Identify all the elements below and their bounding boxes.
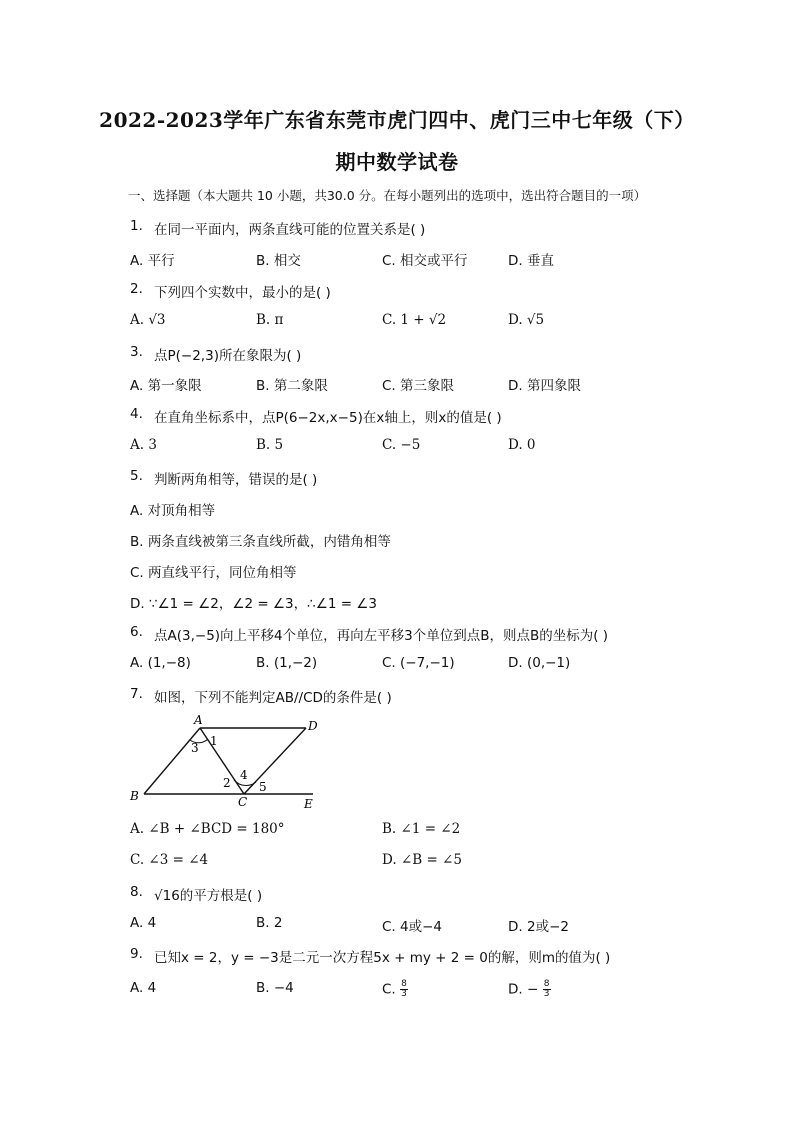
question-5 <box>130 468 317 488</box>
question-9-options <box>130 980 630 1000</box>
segment-ac <box>200 728 244 794</box>
section-heading: 一、选择题（本大题共 10 小题，共30.0 分。在每小题列出的选项中，选出符合题目的一项） <box>128 188 647 203</box>
option-a: A. (1,−8) <box>130 655 191 671</box>
option-d: D. 2或−2 <box>508 919 569 935</box>
option-d: D. 垂直 <box>508 253 554 269</box>
question-number: 4. <box>130 406 143 422</box>
question-9 <box>130 946 610 966</box>
label-point-c: C <box>238 795 248 809</box>
option-d: D. 0 <box>508 437 536 453</box>
segment-ba <box>144 728 200 794</box>
question-stem: √16的平方根是( ) <box>154 888 263 904</box>
question-number: 7. <box>130 686 143 702</box>
option-c: C. 相交或平行 <box>382 253 468 269</box>
label-point-a: A <box>194 713 203 727</box>
fraction <box>543 980 551 999</box>
option-a: A. 第一象限 <box>130 378 202 394</box>
option-a: A. ∠B + ∠BCD = 180° <box>130 821 285 837</box>
option-b: B. (1,−2) <box>256 655 318 671</box>
label-point-e: E <box>304 797 313 811</box>
label-point-d: D <box>308 719 318 733</box>
option-a: A. 对顶角相等 <box>130 503 216 519</box>
question-8-options <box>130 915 630 935</box>
question-stem: 下列四个实数中，最小的是( ) <box>154 285 331 301</box>
option-b: B. π <box>256 312 284 328</box>
label-angle-2: 2 <box>223 776 231 790</box>
label-angle-1: 1 <box>210 734 218 748</box>
question-number: 6. <box>130 624 143 640</box>
option-b: B. −4 <box>256 980 294 996</box>
option-b: B. 2 <box>256 915 283 931</box>
fraction <box>400 980 408 999</box>
question-1-options <box>130 249 630 269</box>
option-c: C. 1 + √2 <box>382 312 447 328</box>
option-b: B. 5 <box>256 437 284 453</box>
option-b: B. 两条直线被第三条直线所截，内错角相等 <box>130 534 391 550</box>
option-d: D. 第四象限 <box>508 378 581 394</box>
question-7 <box>130 686 392 706</box>
question-3-options <box>130 374 630 394</box>
option-d: D. ∠B = ∠5 <box>382 852 462 868</box>
question-2 <box>130 281 331 301</box>
question-number: 3. <box>130 344 143 360</box>
question-stem: 如图，下列不能判定AB//CD的条件是( ) <box>154 690 392 706</box>
option-a: A. 3 <box>130 437 157 453</box>
option-c <box>382 980 408 999</box>
question-number: 5. <box>130 468 143 484</box>
question-stem: 点A(3,−5)向上平移4个单位，再向左平移3个单位到点B，则点B的坐标为( ) <box>154 628 609 644</box>
question-1 <box>130 218 425 238</box>
question-stem: 判断两角相等，错误的是( ) <box>154 472 318 488</box>
label-angle-5: 5 <box>259 780 267 794</box>
question-number: 2. <box>130 281 143 297</box>
question-7-options-row-2 <box>130 852 630 872</box>
option-c: C. 第三象限 <box>382 378 455 394</box>
question-4-options <box>130 437 630 457</box>
title-line-1: 2022-2023学年广东省东莞市虎门四中、虎门三中七年级（下） <box>99 108 695 132</box>
question-8 <box>130 884 262 904</box>
question-stem: 在直角坐标系中，点P(6−2x,x−5)在x轴上，则x的值是( ) <box>154 410 502 426</box>
option-a: A. 平行 <box>130 253 175 269</box>
question-number: 1. <box>130 218 143 234</box>
question-4 <box>130 406 502 426</box>
option-d: D. ∵∠1 = ∠2，∠2 = ∠3，∴∠1 = ∠3 <box>130 596 377 612</box>
geometry-figure <box>128 712 328 812</box>
option-c: C. ∠3 = ∠4 <box>130 852 209 868</box>
question-number: 8. <box>130 884 143 900</box>
question-6-options <box>130 655 630 675</box>
option-c: C. (−7,−1) <box>382 655 455 671</box>
option-c-label: C. <box>382 981 396 998</box>
option-c: C. 两直线平行，同位角相等 <box>130 565 297 581</box>
question-6 <box>130 624 608 644</box>
label-angle-3: 3 <box>191 741 199 755</box>
question-stem: 在同一平面内，两条直线可能的位置关系是( ) <box>154 222 426 238</box>
question-number: 9. <box>130 946 143 962</box>
question-stem: 已知x = 2，y = −3是二元一次方程5x + my + 2 = 0的解，则m的值为( ) <box>154 950 611 966</box>
fraction-numerator: 8 <box>543 979 550 989</box>
fraction-numerator: 8 <box>401 979 407 989</box>
option-c: C. −5 <box>382 437 421 453</box>
option-b: B. ∠1 = ∠2 <box>382 821 461 837</box>
title-line-2: 期中数学试卷 <box>335 150 459 174</box>
option-d: D. √5 <box>508 312 545 328</box>
question-2-options <box>130 312 630 332</box>
option-a: A. 4 <box>130 980 157 996</box>
question-stem: 点P(−2,3)所在象限为( ) <box>154 348 302 364</box>
fraction-denominator: 3 <box>543 989 550 999</box>
option-d <box>508 980 551 999</box>
option-b: B. 第二象限 <box>256 378 328 394</box>
label-angle-4: 4 <box>240 768 248 782</box>
option-d-label: D. − <box>508 981 539 998</box>
option-a: A. √3 <box>130 312 166 328</box>
option-c: C. 4或−4 <box>382 919 442 935</box>
question-3 <box>130 344 301 364</box>
label-point-b: B <box>130 789 139 803</box>
option-b: B. 相交 <box>256 253 301 269</box>
question-7-options-row-1 <box>130 821 630 841</box>
option-a: A. 4 <box>130 915 157 931</box>
option-d: D. (0,−1) <box>508 655 571 671</box>
fraction-denominator: 3 <box>401 989 407 999</box>
